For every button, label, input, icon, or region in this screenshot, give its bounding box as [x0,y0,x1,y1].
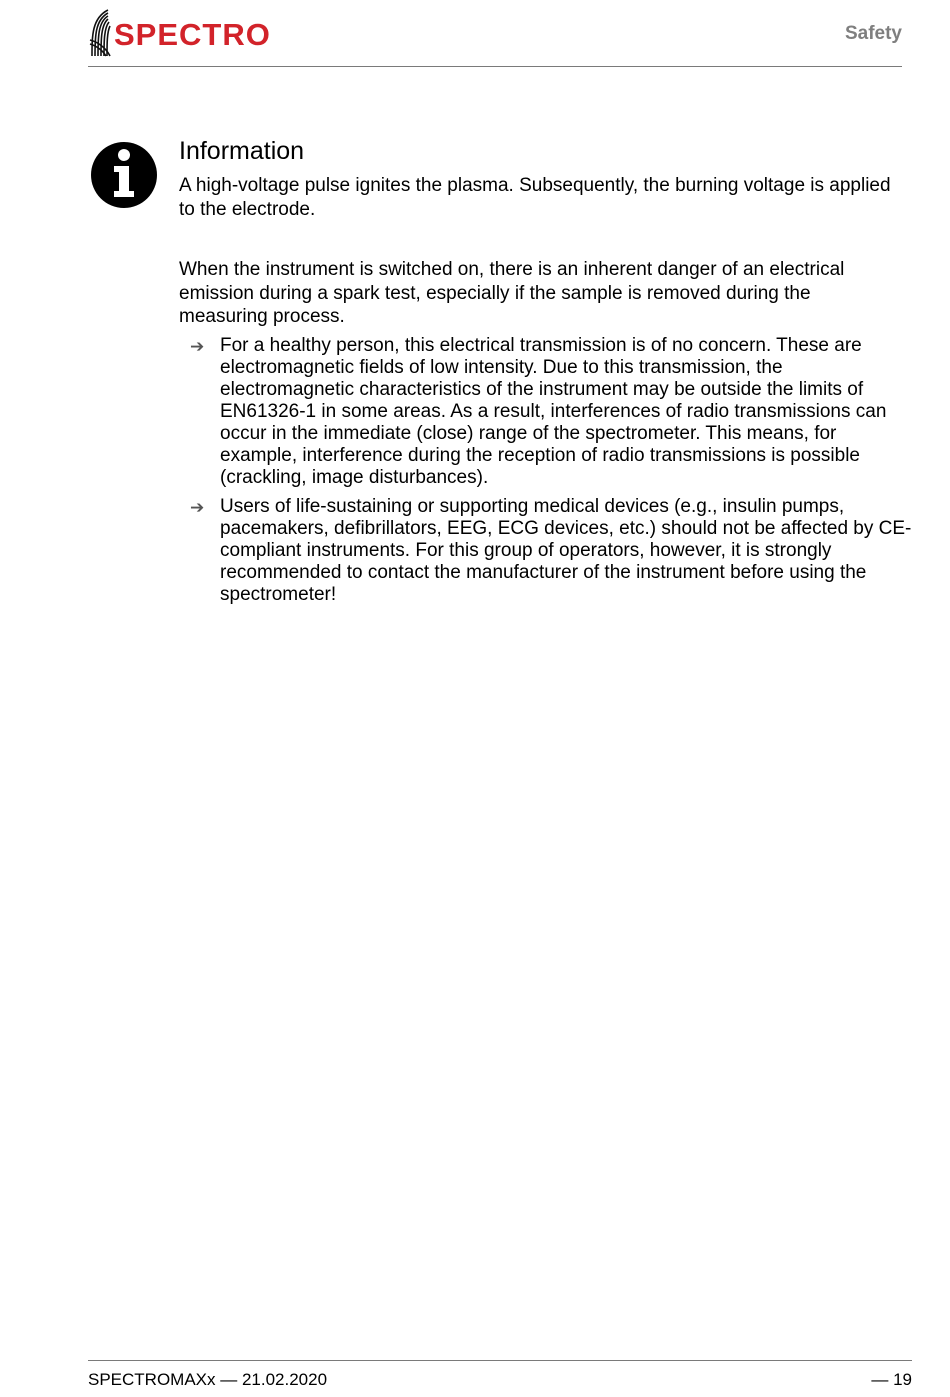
bullet-text: Users of life-sustaining or supporting medical devices (e.g., insulin pumps, pacemakers, defibrillators, EEG, ECG devices, etc.) should not be affected by CE-compliant instruments. For this group of operators, however, it is strongly recommended to contact the manufacturer of the instrument before using the spectrometer! [220,496,912,605]
list-item [179,335,914,489]
page-footer [88,1360,912,1397]
info-icon [90,141,158,209]
footer-page-number: — 19 [871,1370,912,1389]
section-title: Safety [844,23,902,44]
footer-document-info: SPECTROMAXx — 21.02.2020 [88,1370,328,1389]
page-header [88,6,902,67]
information-title: Information [179,137,305,165]
body-paragraph: When the instrument is switched on, there is an inherent danger of an electrical emission during a spark test, especially if the sample is removed during the measuring process. [179,259,845,327]
arrow-right-icon: ➔ [190,498,205,518]
arrow-right-icon: ➔ [190,337,205,357]
list-item [179,496,914,606]
bullet-list [179,335,914,613]
spectro-logo [88,6,278,60]
logo-text: SPECTRO [114,17,271,52]
bullet-text: For a healthy person, this electrical transmission is of no concern. These are electromagnetic fields of low intensity. Due to this transmission, the electromagnetic characteristics of the instrument may be outside the limits of EN61326-1 in some areas. As a result, interferences of radio transmissions can occur in the immediate (close) range of the spectrometer. This means, for example, interference during the reception of radio transmissions is possible (crackling, image disturbances). [220,335,887,488]
information-text: A high-voltage pulse ignites the plasma. Subsequently, the burning voltage is applied to the electrode. [179,175,891,220]
information-block [179,136,899,221]
